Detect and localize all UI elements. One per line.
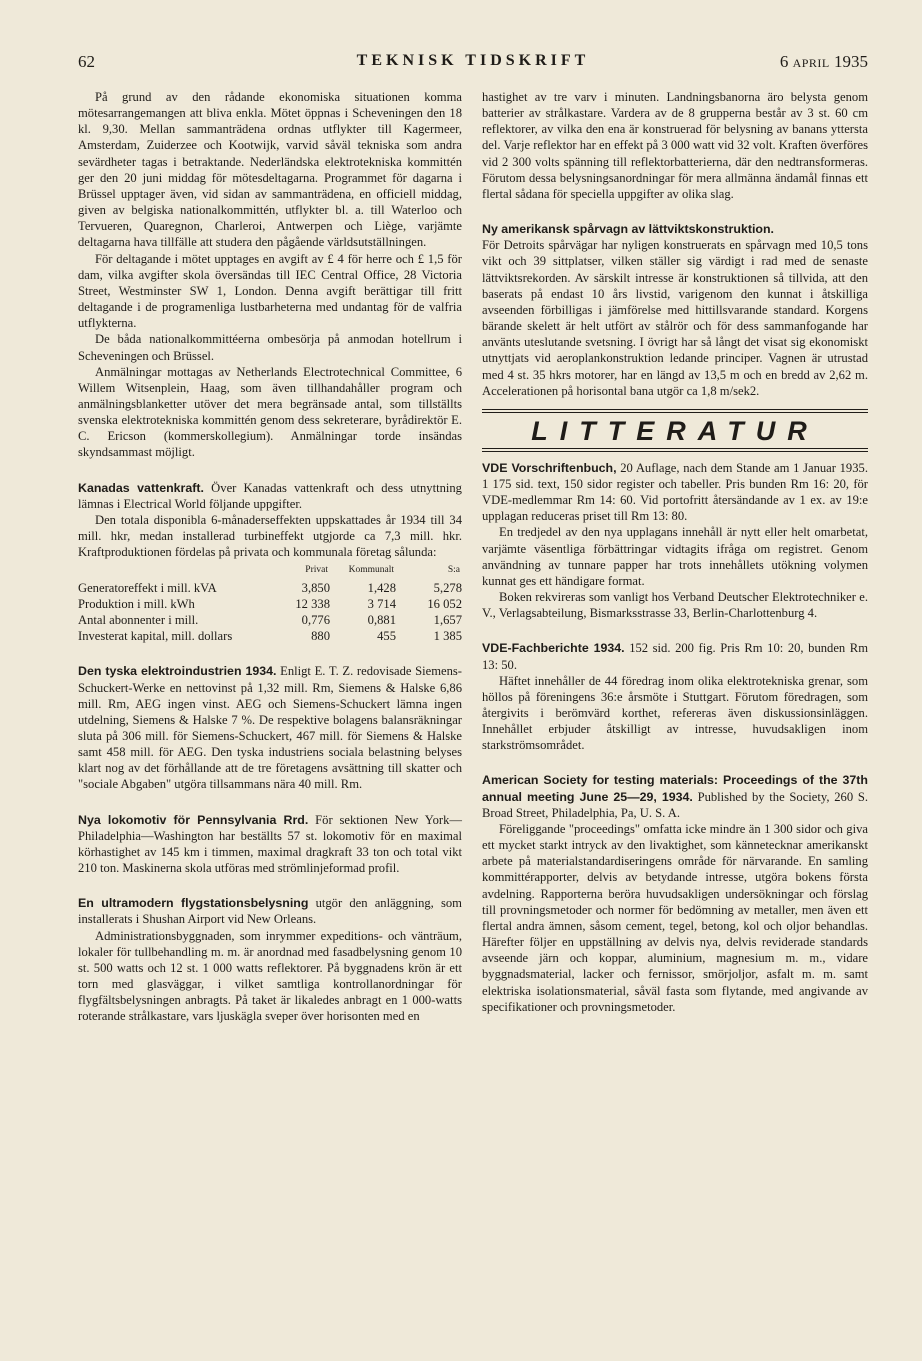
issue-date bbox=[780, 52, 868, 72]
review-text: 20 Auflage, nach dem Stande am 1 Januar 1935. 1 175 sid. text, 150 sidor register och tabeller. Pris bunden Rm 16: 20, för VDE-medlemmar Rm 14: 60. Vid portofritt återsändande av 1 ex. av 19:e upplagan reduceras priset till Rm 13: 80. bbox=[482, 460, 868, 524]
paragraph bbox=[482, 640, 868, 672]
article-sparvagn bbox=[482, 221, 868, 399]
right-column bbox=[482, 89, 868, 1015]
paragraph: Häftet innehåller de 44 föredrag inom olika elektrotekniska grenar, som höllos på föreningens 36:e årsmöte i Stuttgart. Förutom föredragen, som återgivits i berömvärd korthet, refereras även diskussionsinläggen. Innehållet erbjuder åtskilligt av intresse, huvudsakligen inom starkströmsområdet. bbox=[482, 673, 868, 753]
row-label: Investerat kapital, mill. dollars bbox=[78, 629, 233, 644]
paragraph bbox=[78, 663, 462, 792]
paragraph bbox=[78, 895, 462, 927]
table-row bbox=[78, 628, 462, 644]
review-text: 152 sid. 200 fig. Pris Rm 10: 20, bunden Rm 13: 50. bbox=[482, 641, 868, 672]
article-title: Ny amerikansk spårvagn av lättviktskonstruktion. bbox=[482, 222, 774, 237]
article-lead: Över Kanadas vattenkraft och dess utnyttning lämnas i Electrical World följande uppgifter. bbox=[78, 480, 462, 511]
paragraph: För deltagande i mötet upptages en avgift av £ 4 för herre och £ 1,5 för dam, vilka avgifter skola översändas till IEC Central Office, 28 Victoria Street, Westminster SW 1, London. Denna avgift berättigar till fritt deltagande i de programenliga lustbarheterna med undantag för de valfria utflykterna. bbox=[78, 251, 462, 331]
paragraph: Administrationsbyggnaden, som inrymmer expeditions- och vänträum, lokaler för tullbehandling m. m. är anordnad med fasadbelysning genom 10 st. 500 watts och 12 st. 1 000 watts reflektorer. På byggnadens krön är ett torn med glasväggar, i vilket samtliga kontrollanordningar för flygfältsbelysningen anbragts. På taket är likaledes anbragt en 1 000-watts roterande strålkastare, vars ljuskägla sveper över horisonten med en bbox=[78, 928, 462, 1024]
column-header: S:a bbox=[447, 565, 460, 576]
table-cell: 0,881 bbox=[367, 613, 396, 628]
table-cell: 1 385 bbox=[433, 629, 462, 644]
article-kanada bbox=[78, 480, 462, 645]
paragraph bbox=[78, 480, 462, 512]
article-title: Den tyska elektroindustrien 1934. bbox=[78, 664, 277, 679]
row-label: Produktion i mill. kWh bbox=[78, 597, 195, 612]
paragraph: Boken rekvireras som vanligt hos Verband Deutscher Elektrotechniker e. V., Verlagsabteilung, Bismarksstrasse 33, Berlin-Charlottenburg 4. bbox=[482, 590, 868, 621]
table-cell: 16 052 bbox=[427, 597, 462, 612]
paragraph: För Detroits spårvägar har nyligen konstruerats en spårvagn med 10,5 tons vikt och 39 sittplatser, vilken ställer sig värdigt i rad med de senaste lättviktsrekorden. Av särskilt intresse är konstruktionen så tillvida, att den baserats på endast 10 års livstid, varigenom den kunnat i åtskilliga avseenden förbilligas i jämförelse med hittillsvarande standard. Korgens bärande skelett är helt utfört av stålrör och för dess sammanfogande har använts uteslutande svetsning. I övrigt har så långt det visat sig ekonomiskt utnyttjats vid aeroplankonstruktion ledande principer. Vagnen är utrustad med 4 st. 35 hkrs motorer, har en längd av 13,5 m och en bredd av 2,62 m. Accelerationen på horisontal bana utgör ca 1,8 m/sek2. bbox=[482, 238, 868, 398]
table-cell: 3 714 bbox=[367, 597, 396, 612]
date-month: APRIL bbox=[792, 56, 830, 70]
article-title: En ultramodern flygstationsbelysning bbox=[78, 896, 309, 911]
article-title: Kanadas vattenkraft. bbox=[78, 480, 204, 495]
article-text: För sektionen New York—Philadelphia—Washington har beställts 57 st. lokomotiv för en maximal körhastighet av 145 km i timmen, maximal dragkraft 33 ton och total vikt 210 ton. Maskinerna skola utföras med strömlinjeformad profil. bbox=[78, 812, 462, 876]
article-title: Nya lokomotiv för Pennsylvania Rrd. bbox=[78, 812, 309, 827]
review-title: VDE Vorschriftenbuch, bbox=[482, 460, 617, 475]
table-cell: 1,657 bbox=[433, 613, 462, 628]
paragraph bbox=[482, 460, 868, 525]
article-lead: utgör den anläggning, som installerats i Shushan Airport vid New Orleans. bbox=[78, 896, 462, 927]
date-day: 6 bbox=[779, 52, 789, 71]
table-row bbox=[78, 596, 462, 612]
table-row bbox=[78, 580, 462, 596]
paragraph: De båda nationalkommittéerna ombesörja på anmodan hotellrum i Scheveningen och Brüssel. bbox=[78, 332, 462, 363]
row-label: Antal abonnenter i mill. bbox=[78, 613, 199, 628]
article-iec-meeting bbox=[78, 89, 462, 461]
review-title: VDE-Fachberichte 1934. bbox=[482, 641, 625, 656]
review-vde-fachberichte bbox=[482, 640, 868, 753]
left-column bbox=[78, 89, 462, 1025]
row-label: Generatoreffekt i mill. kVA bbox=[78, 581, 217, 596]
paragraph: Föreliggande "proceedings" omfatta icke mindre än 1 300 sidor och giva ett mycket starkt intryck av den livaktighet, som kännetecknar amerikanskt arbete på materialstandardiseringens område för närvarande. En samling kommittérapporter, delvis av betydande intresse, utgöra bokens första avdelning. Rapporterna beröra huvudsakligen undersökningar och förslag till provningsmetoder och normer för bedömning av metaller, men även ett flertal andra ämnen, såsom cement, tegel, betong, kol och oljor behandlas. Härefter följer en uppställning av delvis nya, delvis reviderade standards avseende järn och koppar, aluminium, magnesium m. m., vidare byggnadsmaterial, lacker och fernissor, smörjoljor, asfalt m. m. samt elektriska isolationsmaterial, såväl fasta som flytande, med angivande av specifikationer och provningsmetoder. bbox=[482, 821, 868, 1014]
article-text: Enligt E. T. Z. redovisade Siemens-Schuckert-Werke en nettovinst på 1,32 mill. Rm, Siemens & Halske 6,86 mill. Rm, AEG ingen vinst. AEG och Siemens-Schuckert lämna ingen utdelning, Siemens & Halske 7 %. De respektive bolagens balansräkningar sluta på 306 mill. för Siemens-Schuckert, 467 mill. för Siemens & Halske samt 458 mill. för AEG. Den tyska industriens sociala belastning belyses klart nog av det förhållande att de tre företagens avsättning till skatter och "sociale Abgaben" utgöra tillsammans nära 40 mill. Rm. bbox=[78, 664, 462, 792]
review-vde-vorschriftenbuch bbox=[482, 460, 868, 622]
page-number: 62 bbox=[78, 52, 95, 71]
table-row bbox=[78, 612, 462, 628]
table-cell: 0,776 bbox=[301, 613, 330, 628]
paragraph-continued: hastighet av tre varv i minuten. Landningsbanorna äro belysta genom batterier av strålkastare. Vardera av de 8 grupperna består av 3 st. 60 cm reflektorer, av vilka den ena är konstruerad för belysning av banans yttersta del. Varje reflektor har en effekt på 3 000 watt vid 32 volt. Kraften överföres vid 2 300 volts spänning till reflektorbatterierna, där den nedtransformeras. Förutom dessa belysningsanordningar för mera allmänna ändamål finnas ett flertal sådana för speciella uppgifter av olika slag. bbox=[482, 90, 868, 201]
paragraph bbox=[78, 812, 462, 877]
journal-title: TEKNISK TIDSKRIFT bbox=[356, 52, 590, 69]
column-header: Privat bbox=[305, 565, 328, 576]
paragraph: Den totala disponibla 6-månaderseffekten uppskattades år 1934 till 34 mill. hkr, medan installerad turbineffekt utgjorde ca 7,3 mill. hkr. Kraftproduktionen fördelas på privata och kommunala företag sålunda: bbox=[78, 512, 462, 560]
date-year: 1935 bbox=[834, 52, 868, 71]
table-cell: 455 bbox=[377, 629, 396, 644]
paragraph: Anmälningar mottagas av Netherlands Electrotechnical Committee, 6 Willem Witsenplein, Haag, som även tillhandahåller program och anmälningsblanketter utöver det mera begränsade antal, som tillställts svenska elektrotekniska kommittén genom dess sekreterare, byrådirektör E. C. Ericson (kommerskollegium). Anmälningar torde insändas skyndsammast möjligt. bbox=[78, 364, 462, 460]
review-astm-proceedings bbox=[482, 772, 868, 1014]
article-lokomotiv bbox=[78, 812, 462, 877]
kraft-table bbox=[78, 562, 462, 644]
review-title: American Society for testing materials: Proceedings of the 37th annual meeting June 25—29, 1934. bbox=[482, 773, 868, 804]
table-cell: 880 bbox=[311, 629, 330, 644]
paragraph: På grund av den rådande ekonomiska situationen komma mötesarrangemangen att bliva enkla. Mötet öppnas i Scheveningen den 18 kl. 9,30. Mellan sammanträdena ordnas utflykter till Kagermeer, Amsterdam, Zuiderzee och Kootwijk, varvid såväl tekniska som andra sevärdheter tagas i betraktande. Nederländska elektrotekniska kommittén ger den 20 juni middag för mötesdeltagarna. Programmet för dagarna i Brüssel upptager även, vid sidan av sammanträdena, en officiell middag, given av belgiska nationalkommittén, utflykter bl. a. till Waterloo och Tervueren, Quaregnon, Charleroi, Antwerpen och Liège, varjämte deltagarna hava tillfälle att studera den pågående världsutställningen. bbox=[78, 90, 462, 250]
table-cell: 3,850 bbox=[301, 581, 330, 596]
table-cell: 12 338 bbox=[295, 597, 330, 612]
table-cell: 5,278 bbox=[433, 581, 462, 596]
page-header bbox=[78, 52, 868, 76]
table-header-row bbox=[78, 562, 462, 580]
review-text: Published by the Society, 260 S. Broad Street, Philadelphia, Pa, U. S. A. bbox=[482, 789, 869, 820]
column-header: Kommunalt bbox=[348, 565, 394, 576]
section-title-litteratur: LITTERATUR bbox=[482, 409, 868, 452]
paragraph bbox=[482, 772, 868, 820]
article-tyska-elektroindustrien bbox=[78, 663, 462, 792]
article-flygstationsbelysning bbox=[78, 895, 462, 1024]
paragraph: En tredjedel av den nya upplagans innehåll är nytt eller helt omarbetat, varjämte väsentliga förbättringar vidtagits ifråga om registret. Genom användning av tunnare papper har trots innehållets utökning volymen kunnat ges ett händigare format. bbox=[482, 525, 868, 588]
table-cell: 1,428 bbox=[367, 581, 396, 596]
